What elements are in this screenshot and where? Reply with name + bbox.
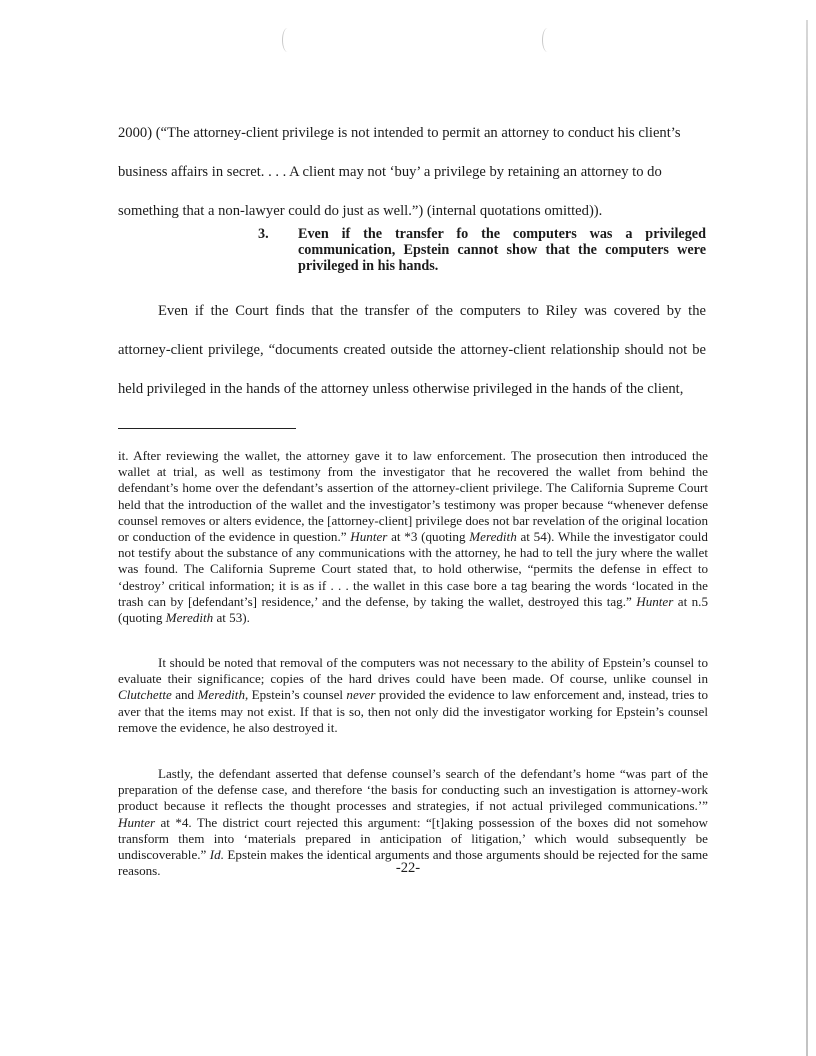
scan-artifact-mark (542, 28, 553, 52)
body-paragraph: Even if the Court finds that the transfer of the computers to Riley was covered by the attorney-client privilege, “documents created outside the attorney-client relationship should not be held privileged in the hands of the attorney unless otherwise privileged in the hands of the client, (118, 303, 706, 397)
section-number: 3. (258, 226, 269, 242)
scan-edge-line (806, 20, 808, 1056)
text-run: at *4. The district court rejected this argument: “[t]aking possession of the boxes did not somehow transform them into ‘materials prepared in anticipation of litigation,’ which would subsequently be undiscoverable.” (118, 814, 708, 863)
text-run: at *3 (quoting (387, 529, 470, 545)
case-citation: Clutchette (118, 687, 172, 703)
case-citation: never (346, 687, 376, 703)
footnote-paragraph (118, 448, 708, 626)
case-citation: Meredith (165, 610, 214, 626)
text-run: at 53). (213, 610, 250, 626)
text-run: at 54). While the investigator could not testify about the substance of any communications with the attorney, he had to tell the jury where the wallet was found. The California Supreme Court stated that, to hold otherwise, “permits the defense in effect to ‘destroy’ critical information; it is as if . . . the wallet in this case bore a tag bearing the words ‘located in the trash can by [defendant’s] residence,’ and the defense, by taking the wallet, destroyed this tag.” (118, 529, 708, 609)
case-citation: Id. (209, 847, 224, 863)
text-run: It should be noted that removal of the computers was not necessary to the ability of Epstein’s counsel to evaluate their significance; copies of the hard drives could have been made. Of course, unlike counsel in (118, 655, 708, 687)
case-citation: Meredith (197, 687, 245, 703)
text-run: and (171, 687, 198, 703)
text-run: at n.5 (quoting (118, 593, 708, 626)
text-run: provided the evidence to law enforcement and, instead, tries to aver that the items may not exist. If that is so, then not only did the investigator working for Epstein’s counsel remove the evidence, he also destroyed it. (118, 687, 709, 735)
section-heading-text: Even if the transfer fo the computers was a privileged communication, Epstein cannot show that the computers were privileged in his hands. (298, 226, 706, 274)
case-citation: Hunter (350, 529, 388, 545)
continuation-paragraph: 2000) (“The attorney-client privilege is not intended to permit an attorney to conduct his client’s business affairs in secret. . . . A client may not ‘buy’ a privilege by retaining an attorney to do something that a non-lawyer could do just as well.”) (internal quotations omitted)). (118, 125, 681, 219)
text-run: Epstein makes the identical arguments and those arguments should be rejected for the same reasons. (118, 847, 708, 879)
page-number: -22- (395, 860, 421, 876)
case-citation: Hunter (118, 814, 156, 830)
text-run: Lastly, the defendant asserted that defense counsel’s search of the defendant’s home “was part of the preparation of the defense case, and therefore ‘the basis for conducting such an investigation is attorney-work product because it reflects the thought processes and strategies, if not actual privileged communications.’” (118, 766, 708, 814)
text-run: , Epstein’s counsel (245, 687, 347, 703)
footnote-paragraph (118, 655, 708, 736)
text-run: it. After reviewing the wallet, the attorney gave it to law enforcement. The prosecution then introduced the wallet at trial, as well as testimony from the investigator that he recovered the wallet from behind the defendant’s home over the defendant’s assertion of the attorney-client privilege. The California Supreme Court held that the introduction of the wallet and the investigator’s testimony was proper because “whenever defense counsel removes or alters evidence, the [attorney-client] privilege does not bar revelation of the original location or conduction of the evidence in question.” (118, 448, 708, 545)
case-citation: Meredith (469, 529, 517, 545)
footnote-separator (118, 428, 296, 429)
scan-artifact-mark (282, 28, 293, 52)
case-citation: Hunter (636, 593, 674, 609)
